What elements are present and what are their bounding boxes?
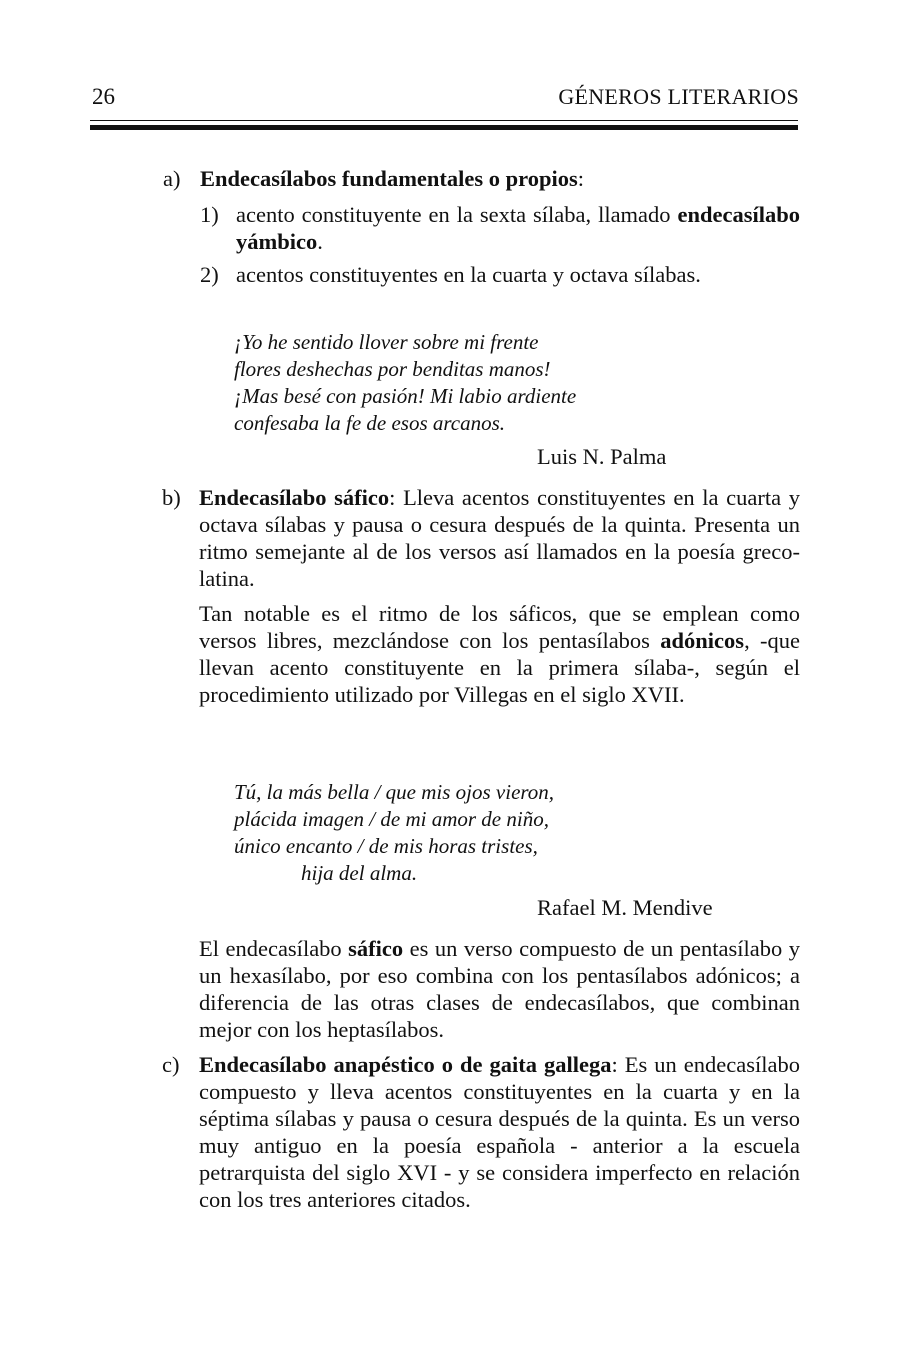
poem-2-line-1: Tú, la más bella / que mis ojos vieron, xyxy=(234,780,555,804)
section-c-paragraph: Endecasílabo anapéstico o de gaita gallega: Es un endecasílabo compuesto y lleva acentos constituyentes en la cuarta y en la séptima sílabas y pausa o cesura después de la quinta. Es un verso muy antiguo en la poesía española - anterior a la escuela petrarquista del siglo XVI - y se considera imperfecto en relación con los tres anteriores citados. xyxy=(199,1052,801,1212)
poem-2-line-4: hija del alma. xyxy=(301,861,418,885)
poem-1-line-3: ¡Mas besé con pasión! Mi labio ardiente xyxy=(234,384,577,408)
item-2-marker: 2) xyxy=(200,262,219,287)
section-a-heading-text: Endecasílabos fundamentales o propios xyxy=(200,166,578,191)
item-1-bold: endecasílabo yámbico xyxy=(236,202,800,254)
running-title: GÉNEROS LITERARIOS xyxy=(558,84,799,109)
header-rule-thin xyxy=(90,120,798,121)
poem-1-line-2: flores deshechas por benditas manos! xyxy=(234,357,551,381)
header-rule-thick xyxy=(90,125,798,130)
safico-bold: sáfico xyxy=(348,936,404,961)
section-b-paragraph-3: El endecasílabo sáfico es un verso compuesto de un pentasílabo y un hexasílabo, por eso combina con los pentasílabos adónicos; a diferencia de las otras clases de endecasílabos, que combinan mejor con los heptasílabos. xyxy=(199,936,801,1042)
poem-1-line-4: confesaba la fe de esos arcanos. xyxy=(234,411,506,435)
section-a-marker: a) xyxy=(163,166,181,191)
section-b-paragraph-2: Tan notable es el ritmo de los sáficos, que se emplean como versos libres, mezclándose con los pentasílabos adónicos, -que llevan acento constituyente en la primera sílaba-, según el procedimiento utilizado por Villegas en el siglo XVII. xyxy=(199,601,801,707)
section-b-heading: Endecasílabo sáfico xyxy=(199,485,390,510)
item-1-text: acento constituyente en la sexta sílaba, llamado endecasílabo yámbico. xyxy=(236,202,800,254)
section-a-heading: Endecasílabos fundamentales o propios: xyxy=(200,166,585,191)
poem-1-line-1: ¡Yo he sentido llover sobre mi frente xyxy=(234,330,539,354)
item-2-text: acentos constituyentes en la cuarta y octava sílabas. xyxy=(236,262,701,287)
section-c-marker: c) xyxy=(162,1052,180,1077)
poem-1-author: Luis N. Palma xyxy=(537,444,667,469)
section-c-heading: Endecasílabo anapéstico o de gaita gallega xyxy=(199,1052,612,1077)
poem-2-line-3: único encanto / de mis horas tristes, xyxy=(234,834,538,858)
poem-2-line-2: plácida imagen / de mi amor de niño, xyxy=(234,807,549,831)
section-b-paragraph-1: Endecasílabo sáfico: Lleva acentos constituyentes en la cuarta y octava sílabas y pausa o cesura después de la quinta. Presenta un ritmo semejante al de los versos así llamados en la poesía greco-latina. xyxy=(199,485,800,591)
item-1-marker: 1) xyxy=(200,202,219,227)
page-number: 26 xyxy=(92,84,115,109)
adonicos-bold: adónicos xyxy=(660,628,745,653)
section-b-marker: b) xyxy=(162,485,181,510)
poem-2-author: Rafael M. Mendive xyxy=(537,895,713,920)
